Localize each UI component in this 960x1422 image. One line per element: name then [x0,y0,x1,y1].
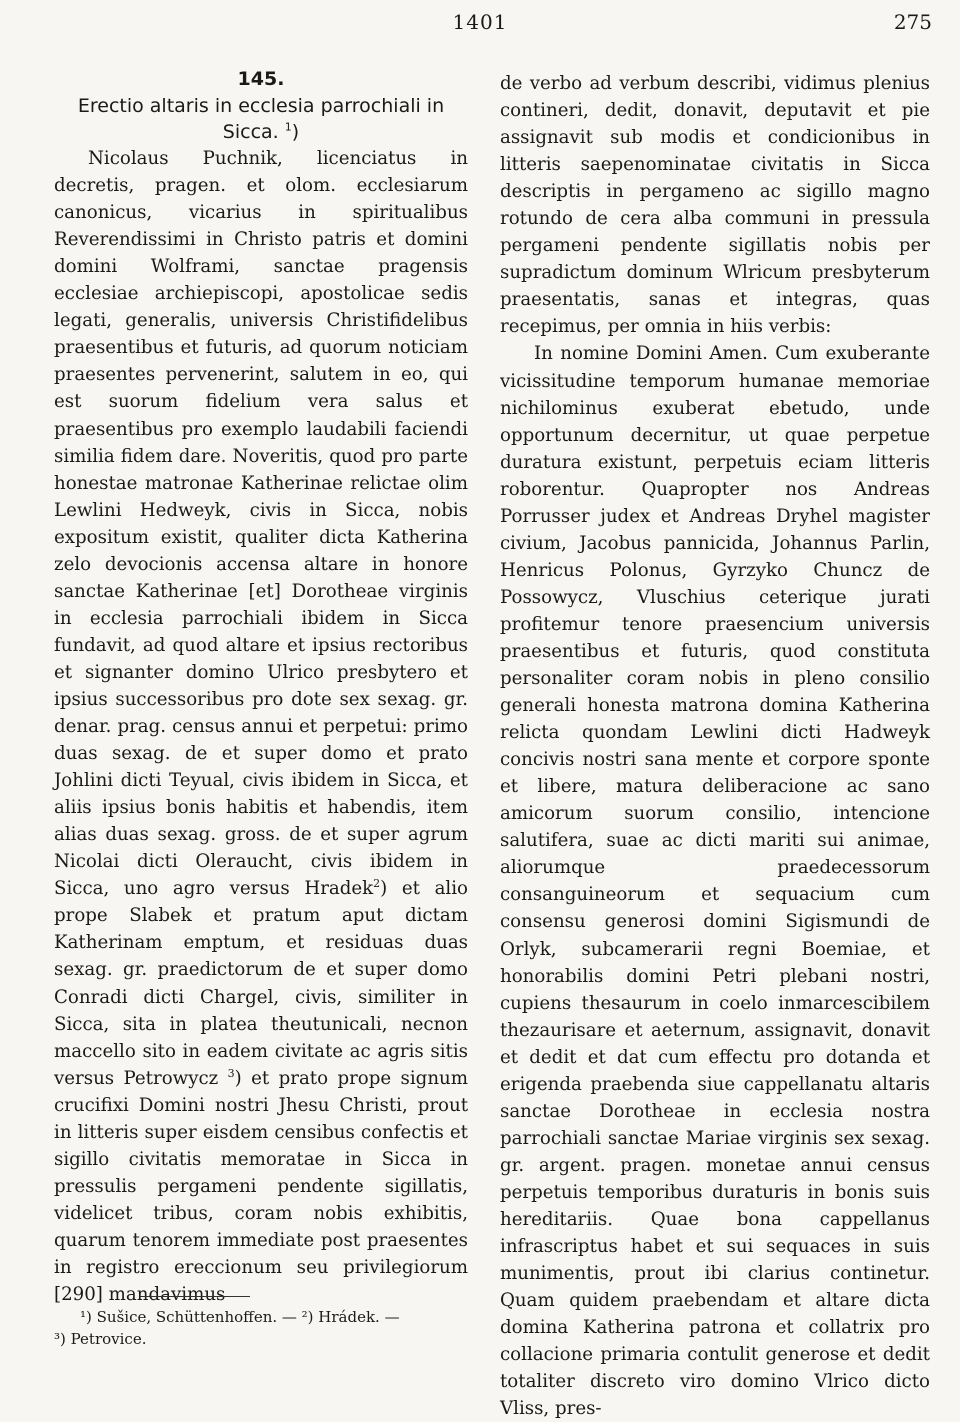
body-text-part-3: ) et prato prope signum crucifixi Domini nostri Jhesu Christi, prout in litteris super eisdem censibus confectis et sigillo civitatis memoratae in Sicca in pressulis pergameni pendente sigillatis, videlicet tribus, coram nobis exhibitis, quarum tenorem immediate post praesentes in registro ereccionum seu privilegiorum [290] mandavimus [54,1067,468,1306]
right-column [500,70,930,1422]
document-title-text: Erectio altaris in ecclesia parrochiali in Sicca. [77,95,445,144]
footnote-ref-3: 3 [227,1066,235,1080]
footnote-line-2: ³) Petrovice. [54,1330,147,1348]
left-column [54,66,468,1308]
document-title: Erectio altaris in ecclesia parrochiali in Sicca. $^1$) [77,95,445,144]
right-column-paragraph-2: In nomine Domini Amen. Cum exuberante vicissitudine temporum humanae memoriae nichilominus exuberat ebetudo, unde opportunum decernitur, ut quae perpetue duratura existunt, perpetuis eciam litteris roborentur. Quapropter nos Andreas Porrusser judex et Andreas Dryhel magister civium, Jacobus pannicida, Johannus Parlin, Henricus Polonus, Gyrzyko Chuncz de Possowycz, Vluschius ceterique jurati profitemur tenore praesencium universis praesentibus et futuris, quod constituta personaliter coram nobis in pleno consilio generali honesta matrona domina Katherina relicta quondam Lewlini dicti Hadweyk concivis nostri sana mente et corpore sponte et libere, matura deliberacione ac sano amicorum suorum consilio, intencione salutifera, suae ac dicti mariti sui animae, aliorumque praedecessorum consanguineorum et sequacium cum consensu generosi domini Sigismundi de Orlyk, subcamerarii regni Boemiae, et honorabilis domini Petri plebani nostri, cupiens thesaurum in coelo inmarcescibilem thezaurisare et aeternum, assignavit, donavit et dedit et dat cum effectu pro dotanda et erigenda praebenda siue cappellanatu altaris sanctae Dorotheae in ecclesia nostra parrochiali sanctae Mariae virginis sex sexag. gr. argent. pragen. monetae annui census perpetuis temporibus duraturis in bonis suis hereditariis. Quae bona cappellanus infrascriptus habet et sui sequaces in suis munimentis, prout ibi clarius continetur. Quam quidem praebendam et altare dicta domina Katherina patrona et collatrix pro collacione primaria contulit generose et dedit totaliter discreto viro domino Vlrico dicto Vliss, pres- [500,343,930,1420]
footnotes [54,1306,474,1350]
page-number: 275 [893,10,932,34]
page-header-year: 1401 [452,10,508,34]
document-number: 145. [237,68,285,90]
document-body-text [54,145,468,1308]
body-text-part-2: ) et alio prope Slabek et pratum aput dictam Katherinam emptum, et residuas duas sexag. gr. praedictorum de et super domo Conradi dicti Chargel, civis, similiter in Sicca, sita in platea theutunicali, necnon maccello sito in eadem civitate ac agris sitis versus Petrowycz [54,878,468,1089]
right-column-paragraph-1: de verbo ad verbum describi, vidimus plenius contineri, dedit, donavit, deputavit et pie assignavit sub modis et condicionibus in litteris saepenominatae civitatis in Sicca descriptis in pergameno ac sigillo magno rotundo de cera alba communi in pressula pergameni pendente sigillatis nobis per supradictum dominum Wlricum presbyterum praesentatis, sanas et integras, quas recepimus, per omnia in hiis verbis: [500,73,930,338]
footnote-line-1: ¹) Sušice, Schüttenhoffen. — ²) Hrádek. — [80,1308,400,1326]
footnote-divider [140,1296,250,1297]
body-text-part-1: Nicolaus Puchnik, licenciatus in decretis, pragen. et olom. ecclesiarum canonicus, vicarius in spiritualibus Reverendissimi in Christo patris et domini domini Wolframi, sanctae pragensis ecclesiae archiepiscopi, apostolicae sedis legati, generalis, universis Christifidelibus praesentibus et futuris, ad quorum noticiam praesentes pervenerint, salutem in eo, qui est suorum fidelium vera salus et praesentibus pro exemplo laudabili faciendi similia fidem dare. Noveritis, quod pro parte honestae matronae Katherinae relictae olim Lewlini Hedweyk, civis in Sicca, nobis expositum existit, qualiter dicta Katherina zelo devocionis accensa altare in honore sanctae Katherinae [et] Dorotheae virginis in ecclesia parrochiali ibidem in Sicca fundavit, ad quod altare et ipsius rectoribus et signanter domino Ulrico presbytero et ipsius successoribus pro dote sex sexag. gr. denar. prag. census annui et perpetui: primo duas sexag. de et super domo et prato Johlini dicti Teyual, civis ibidem in Sicca, et aliis ipsius bonis habitis et habendis, item alias duas sexag. gross. de et super agrum Nicolai dicti Oleraucht, civis ibidem in Sicca, uno agro versus Hradek [54,148,468,900]
footnote-ref-2: 2 [373,877,381,891]
footnote-ref-1: 1 [284,120,292,134]
